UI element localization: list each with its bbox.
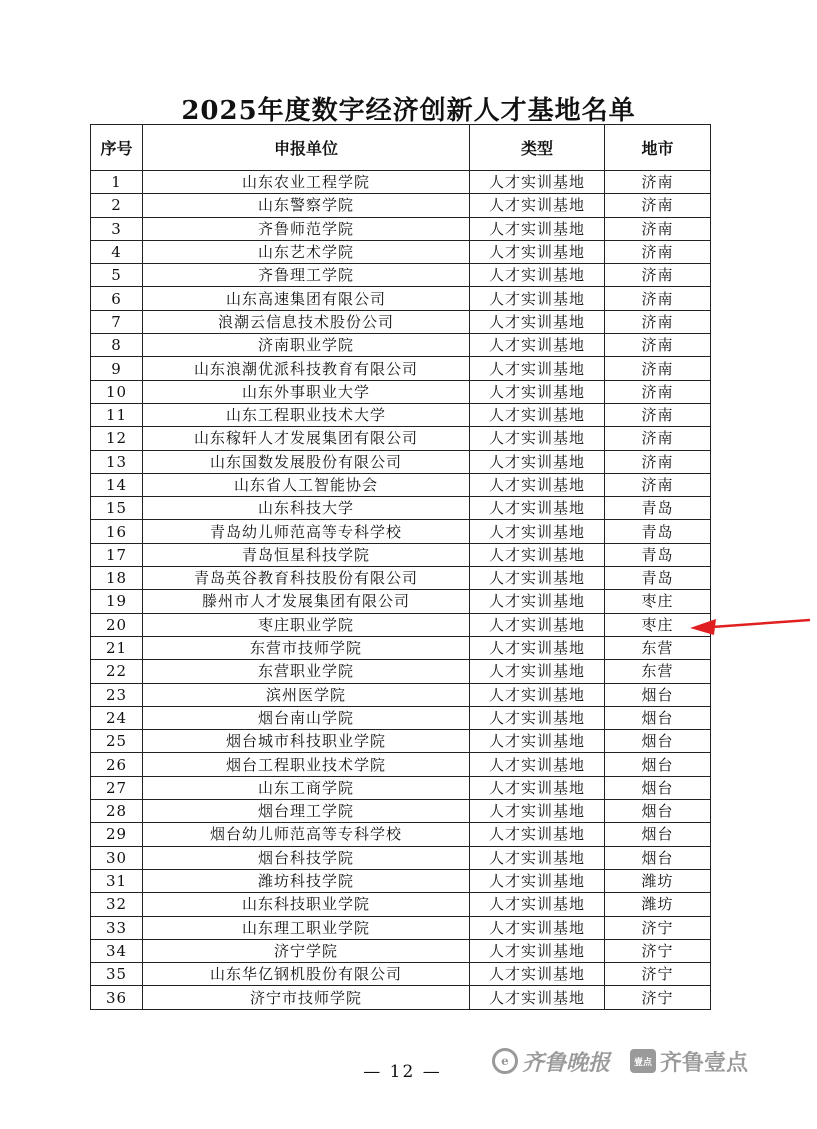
cell-type: 人才实训基地 bbox=[470, 217, 605, 240]
cell-unit: 山东农业工程学院 bbox=[143, 171, 470, 194]
cell-index: 28 bbox=[91, 800, 143, 823]
cell-type: 人才实训基地 bbox=[470, 823, 605, 846]
cell-index: 12 bbox=[91, 427, 143, 450]
cell-type: 人才实训基地 bbox=[470, 403, 605, 426]
cell-city: 济宁 bbox=[605, 986, 711, 1009]
cell-city: 烟台 bbox=[605, 683, 711, 706]
table-row bbox=[91, 473, 711, 496]
table-row bbox=[91, 939, 711, 962]
cell-index: 30 bbox=[91, 846, 143, 869]
cell-city: 济宁 bbox=[605, 939, 711, 962]
cell-city: 济南 bbox=[605, 264, 711, 287]
cell-index: 20 bbox=[91, 613, 143, 636]
table-row bbox=[91, 264, 711, 287]
cell-unit: 潍坊科技学院 bbox=[143, 869, 470, 892]
cell-index: 32 bbox=[91, 893, 143, 916]
header-unit: 申报单位 bbox=[143, 125, 470, 171]
cell-unit: 山东浪潮优派科技教育有限公司 bbox=[143, 357, 470, 380]
cell-index: 21 bbox=[91, 636, 143, 659]
cell-unit: 济宁学院 bbox=[143, 939, 470, 962]
table-row bbox=[91, 357, 711, 380]
cell-index: 14 bbox=[91, 473, 143, 496]
cell-city: 烟台 bbox=[605, 776, 711, 799]
table-row bbox=[91, 520, 711, 543]
cell-index: 35 bbox=[91, 963, 143, 986]
table-row bbox=[91, 706, 711, 729]
table-row bbox=[91, 869, 711, 892]
cell-index: 31 bbox=[91, 869, 143, 892]
cell-index: 26 bbox=[91, 753, 143, 776]
cell-type: 人才实训基地 bbox=[470, 776, 605, 799]
cell-index: 4 bbox=[91, 240, 143, 263]
cell-type: 人才实训基地 bbox=[470, 916, 605, 939]
cell-unit: 山东外事职业大学 bbox=[143, 380, 470, 403]
table-header-row bbox=[91, 125, 711, 171]
cell-index: 18 bbox=[91, 567, 143, 590]
cell-city: 济南 bbox=[605, 334, 711, 357]
cell-type: 人才实训基地 bbox=[470, 753, 605, 776]
talent-base-table bbox=[90, 124, 711, 1010]
table-row bbox=[91, 776, 711, 799]
cell-type: 人才实训基地 bbox=[470, 450, 605, 473]
cell-city: 青岛 bbox=[605, 567, 711, 590]
cell-type: 人才实训基地 bbox=[470, 590, 605, 613]
table-body bbox=[91, 171, 711, 1010]
cell-type: 人才实训基地 bbox=[470, 939, 605, 962]
cell-city: 潍坊 bbox=[605, 893, 711, 916]
table-row bbox=[91, 217, 711, 240]
cell-type: 人才实训基地 bbox=[470, 543, 605, 566]
cell-city: 济南 bbox=[605, 240, 711, 263]
table-row bbox=[91, 497, 711, 520]
table-row bbox=[91, 893, 711, 916]
cell-unit: 青岛幼儿师范高等专科学校 bbox=[143, 520, 470, 543]
cell-unit: 烟台理工学院 bbox=[143, 800, 470, 823]
cell-city: 济南 bbox=[605, 427, 711, 450]
app-watermark bbox=[630, 1045, 748, 1077]
cell-city: 济南 bbox=[605, 217, 711, 240]
header-index: 序号 bbox=[91, 125, 143, 171]
cell-type: 人才实训基地 bbox=[470, 334, 605, 357]
cell-unit: 山东警察学院 bbox=[143, 194, 470, 217]
cell-type: 人才实训基地 bbox=[470, 730, 605, 753]
cell-index: 27 bbox=[91, 776, 143, 799]
cell-type: 人才实训基地 bbox=[470, 567, 605, 590]
table-row bbox=[91, 310, 711, 333]
cell-unit: 滕州市人才发展集团有限公司 bbox=[143, 590, 470, 613]
table-row bbox=[91, 334, 711, 357]
cell-index: 29 bbox=[91, 823, 143, 846]
cell-type: 人才实训基地 bbox=[470, 310, 605, 333]
cell-city: 枣庄 bbox=[605, 613, 711, 636]
cell-unit: 济宁市技师学院 bbox=[143, 986, 470, 1009]
cell-index: 22 bbox=[91, 660, 143, 683]
cell-index: 17 bbox=[91, 543, 143, 566]
table-row bbox=[91, 450, 711, 473]
cell-index: 6 bbox=[91, 287, 143, 310]
table-row bbox=[91, 567, 711, 590]
app-badge-icon: 壹点 bbox=[630, 1049, 656, 1073]
cell-type: 人才实训基地 bbox=[470, 706, 605, 729]
cell-city: 济南 bbox=[605, 450, 711, 473]
table-row bbox=[91, 823, 711, 846]
cell-type: 人才实训基地 bbox=[470, 380, 605, 403]
cell-type: 人才实训基地 bbox=[470, 613, 605, 636]
table-row bbox=[91, 800, 711, 823]
cell-index: 10 bbox=[91, 380, 143, 403]
cell-city: 济南 bbox=[605, 357, 711, 380]
table-row bbox=[91, 194, 711, 217]
cell-type: 人才实训基地 bbox=[470, 636, 605, 659]
cell-type: 人才实训基地 bbox=[470, 357, 605, 380]
cell-index: 11 bbox=[91, 403, 143, 426]
cell-unit: 枣庄职业学院 bbox=[143, 613, 470, 636]
cell-type: 人才实训基地 bbox=[470, 287, 605, 310]
cell-unit: 齐鲁师范学院 bbox=[143, 217, 470, 240]
cell-type: 人才实训基地 bbox=[470, 264, 605, 287]
table-row bbox=[91, 753, 711, 776]
newspaper-logo-icon: e bbox=[492, 1048, 518, 1074]
cell-city: 济南 bbox=[605, 473, 711, 496]
cell-unit: 齐鲁理工学院 bbox=[143, 264, 470, 287]
cell-type: 人才实训基地 bbox=[470, 800, 605, 823]
cell-city: 青岛 bbox=[605, 520, 711, 543]
table-row bbox=[91, 963, 711, 986]
cell-unit: 滨州医学院 bbox=[143, 683, 470, 706]
document-title: 2025年度数字经济创新人才基地名单 bbox=[181, 96, 636, 126]
cell-city: 烟台 bbox=[605, 730, 711, 753]
cell-unit: 山东高速集团有限公司 bbox=[143, 287, 470, 310]
cell-index: 3 bbox=[91, 217, 143, 240]
table-row bbox=[91, 171, 711, 194]
cell-city: 济南 bbox=[605, 310, 711, 333]
cell-type: 人才实训基地 bbox=[470, 660, 605, 683]
cell-type: 人才实训基地 bbox=[470, 497, 605, 520]
cell-unit: 山东理工职业学院 bbox=[143, 916, 470, 939]
cell-unit: 山东工商学院 bbox=[143, 776, 470, 799]
cell-type: 人才实训基地 bbox=[470, 963, 605, 986]
table-row bbox=[91, 543, 711, 566]
cell-city: 青岛 bbox=[605, 543, 711, 566]
newspaper-watermark bbox=[492, 1045, 610, 1077]
cell-type: 人才实训基地 bbox=[470, 427, 605, 450]
cell-unit: 烟台幼儿师范高等专科学校 bbox=[143, 823, 470, 846]
cell-unit: 烟台城市科技职业学院 bbox=[143, 730, 470, 753]
cell-unit: 东营职业学院 bbox=[143, 660, 470, 683]
header-type: 类型 bbox=[470, 125, 605, 171]
cell-city: 青岛 bbox=[605, 497, 711, 520]
table-row bbox=[91, 986, 711, 1009]
table-row bbox=[91, 636, 711, 659]
cell-index: 2 bbox=[91, 194, 143, 217]
cell-index: 25 bbox=[91, 730, 143, 753]
app-logo-text: 齐鲁壹点 bbox=[660, 1050, 749, 1076]
cell-index: 19 bbox=[91, 590, 143, 613]
cell-type: 人才实训基地 bbox=[470, 171, 605, 194]
table-row bbox=[91, 287, 711, 310]
table-row bbox=[91, 427, 711, 450]
cell-unit: 山东省人工智能协会 bbox=[143, 473, 470, 496]
cell-type: 人才实训基地 bbox=[470, 683, 605, 706]
cell-type: 人才实训基地 bbox=[470, 194, 605, 217]
table-row bbox=[91, 730, 711, 753]
cell-type: 人才实训基地 bbox=[470, 986, 605, 1009]
cell-unit: 青岛英谷教育科技股份有限公司 bbox=[143, 567, 470, 590]
cell-city: 济南 bbox=[605, 194, 711, 217]
cell-city: 烟台 bbox=[605, 823, 711, 846]
cell-unit: 山东国数发展股份有限公司 bbox=[143, 450, 470, 473]
cell-index: 1 bbox=[91, 171, 143, 194]
cell-unit: 烟台工程职业技术学院 bbox=[143, 753, 470, 776]
cell-index: 15 bbox=[91, 497, 143, 520]
cell-city: 烟台 bbox=[605, 706, 711, 729]
cell-city: 济南 bbox=[605, 171, 711, 194]
cell-city: 枣庄 bbox=[605, 590, 711, 613]
table-row bbox=[91, 590, 711, 613]
cell-type: 人才实训基地 bbox=[470, 240, 605, 263]
cell-unit: 山东科技职业学院 bbox=[143, 893, 470, 916]
cell-city: 烟台 bbox=[605, 846, 711, 869]
cell-unit: 山东华亿钢机股份有限公司 bbox=[143, 963, 470, 986]
cell-city: 济宁 bbox=[605, 916, 711, 939]
cell-index: 24 bbox=[91, 706, 143, 729]
cell-unit: 青岛恒星科技学院 bbox=[143, 543, 470, 566]
cell-index: 34 bbox=[91, 939, 143, 962]
cell-index: 16 bbox=[91, 520, 143, 543]
cell-type: 人才实训基地 bbox=[470, 473, 605, 496]
cell-index: 9 bbox=[91, 357, 143, 380]
cell-unit: 山东工程职业技术大学 bbox=[143, 403, 470, 426]
cell-city: 济宁 bbox=[605, 963, 711, 986]
cell-unit: 东营市技师学院 bbox=[143, 636, 470, 659]
table-row bbox=[91, 683, 711, 706]
cell-type: 人才实训基地 bbox=[470, 893, 605, 916]
cell-unit: 烟台科技学院 bbox=[143, 846, 470, 869]
cell-type: 人才实训基地 bbox=[470, 846, 605, 869]
cell-index: 23 bbox=[91, 683, 143, 706]
cell-city: 济南 bbox=[605, 287, 711, 310]
cell-city: 烟台 bbox=[605, 753, 711, 776]
table-row bbox=[91, 240, 711, 263]
cell-index: 36 bbox=[91, 986, 143, 1009]
cell-index: 8 bbox=[91, 334, 143, 357]
table-row bbox=[91, 403, 711, 426]
cell-unit: 浪潮云信息技术股份公司 bbox=[143, 310, 470, 333]
table-row bbox=[91, 380, 711, 403]
cell-index: 33 bbox=[91, 916, 143, 939]
table-row bbox=[91, 916, 711, 939]
table-row bbox=[91, 846, 711, 869]
cell-city: 东营 bbox=[605, 636, 711, 659]
table-row bbox=[91, 613, 711, 636]
newspaper-logo-text: 齐鲁晚报 bbox=[522, 1049, 611, 1076]
cell-city: 济南 bbox=[605, 380, 711, 403]
cell-city: 烟台 bbox=[605, 800, 711, 823]
cell-index: 7 bbox=[91, 310, 143, 333]
cell-type: 人才实训基地 bbox=[470, 520, 605, 543]
cell-unit: 山东艺术学院 bbox=[143, 240, 470, 263]
page-number: — 12 — bbox=[363, 1062, 442, 1082]
cell-index: 5 bbox=[91, 264, 143, 287]
cell-city: 潍坊 bbox=[605, 869, 711, 892]
cell-city: 东营 bbox=[605, 660, 711, 683]
cell-type: 人才实训基地 bbox=[470, 869, 605, 892]
cell-unit: 烟台南山学院 bbox=[143, 706, 470, 729]
cell-unit: 山东稼轩人才发展集团有限公司 bbox=[143, 427, 470, 450]
table-row bbox=[91, 660, 711, 683]
cell-index: 13 bbox=[91, 450, 143, 473]
header-city: 地市 bbox=[605, 125, 711, 171]
cell-unit: 济南职业学院 bbox=[143, 334, 470, 357]
cell-unit: 山东科技大学 bbox=[143, 497, 470, 520]
cell-city: 济南 bbox=[605, 403, 711, 426]
